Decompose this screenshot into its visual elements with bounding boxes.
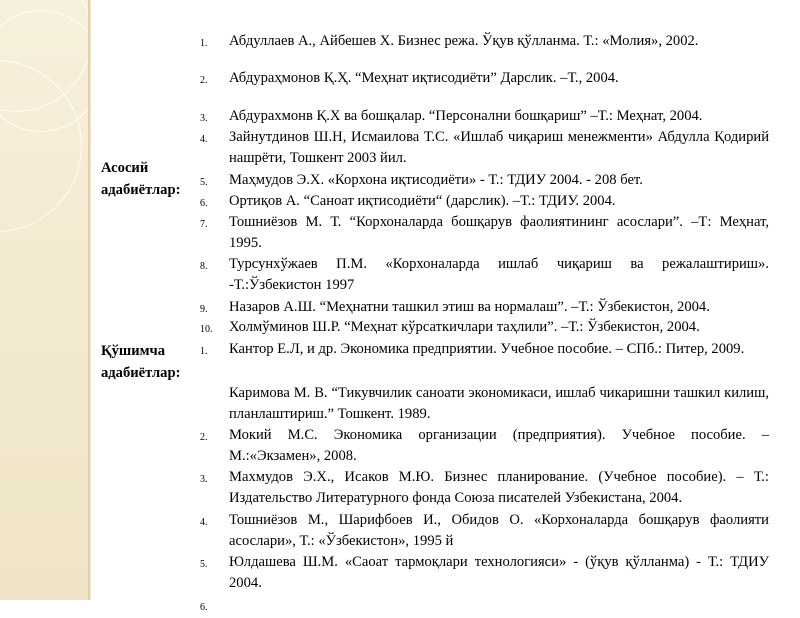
ref-number: 8. [200,261,208,272]
ref-number: 1. [200,38,208,49]
reference-item: Каримова М. В. “Тикувчилик саноати экономикаси, ишлаб чикаришни ташкил килиш, планлаштириш.” Тошкент. 1989. [229,385,769,422]
ref-number: 5. [200,559,208,570]
reference-item: Ортиқов А. “Саноат иқтисодиёти“ (дарслик). –Т.: ТДИУ. 2004. [229,193,616,209]
ref-number: 6. [200,602,208,613]
ref-number: 3. [200,113,208,124]
decorative-side-panel [0,0,88,600]
ref-number: 2. [200,75,208,86]
main-literature-label: Асосий адабиётлар: [101,160,181,198]
ref-number: 9. [200,304,208,315]
ref-number: 5. [200,177,208,188]
ref-number: 1. [200,346,208,357]
reference-item: Зайнутдинов Ш.Н, Исмаилова Т.С. «Ишлаб чиқариш менежменти» Абдулла Қодирий нашрёти, Тошкент 2003 йил. [229,129,769,166]
ref-number: 4. [200,134,208,145]
ref-number: 6. [200,198,208,209]
ref-number: 4. [200,517,208,528]
reference-item: Турсунхўжаев П.М. «Корхоналарда ишлаб чиқариш ва режалаштириш». -Т.:Ўзбекистон 1997 [229,256,769,293]
reference-item: Назаров А.Ш. “Меҳнатни ташкил этиш ва нормалаш”. –Т.: Ўзбекистон, 2004. [229,299,710,315]
reference-item: Юлдашева Ш.М. «Саоат тармоқлари технологияси» - (ўқув қўлланма) - Т.: ТДИУ 2004. [229,554,769,591]
reference-item: Холмўминов Ш.Р. “Меҳнат кўрсаткичлари таҳлили”. –Т.: Ўзбекистон, 2004. [229,319,700,335]
side-divider [88,0,91,600]
reference-item: Тошниёзов М. Т. “Корхоналарда бошқарув фаолиятининг асослари”. –Т: Меҳнат, 1995. [229,214,769,251]
ref-number: 3. [200,474,208,485]
reference-item: Махмудов Э.Х., Исаков М.Ю. Бизнес планирование. (Учебное пособие). – Т.: Издательство Литературного фонда Союза писателей Узбекистана, 2004. [229,469,769,506]
ref-number: 10. [200,324,213,335]
reference-item: Кантор Е.Л, и др. Экономика предприятии. Учебное пособие. – СПб.: Питер, 2009. [229,341,745,357]
reference-item: Тошниёзов М., Шарифбоев И., Обидов О. «Корхоналарда бошқарув фаолияти асослари», Т.: «Ўзбекистон», 1995 й [229,512,769,549]
reference-item: Маҳмудов Э.Х. «Корхона иқтисодиёти» - Т.: ТДИУ 2004. - 208 бет. [229,172,643,188]
reference-item: Абдуллаев А., Айбешев Х. Бизнес режа. Ўқув қўлланма. Т.: «Молия», 2002. [229,33,699,49]
reference-item: Мокий М.С. Экономика организации (предприятия). Учебное пособие. – М.:«Экзамен», 2008. [229,427,769,464]
ref-number: 2. [200,432,208,443]
ref-number: 7. [200,219,208,230]
reference-item: Абдурахмонв Қ.Х ва бошқалар. “Персонални бошқариш” –Т.: Меҳнат, 2004. [229,108,703,124]
additional-literature-label: Қўшимча адабиётлар: [101,343,181,381]
reference-item: Абдураҳмонов Қ.Ҳ. “Меҳнат иқтисодиёти” Дарслик. –Т., 2004. [229,70,619,86]
